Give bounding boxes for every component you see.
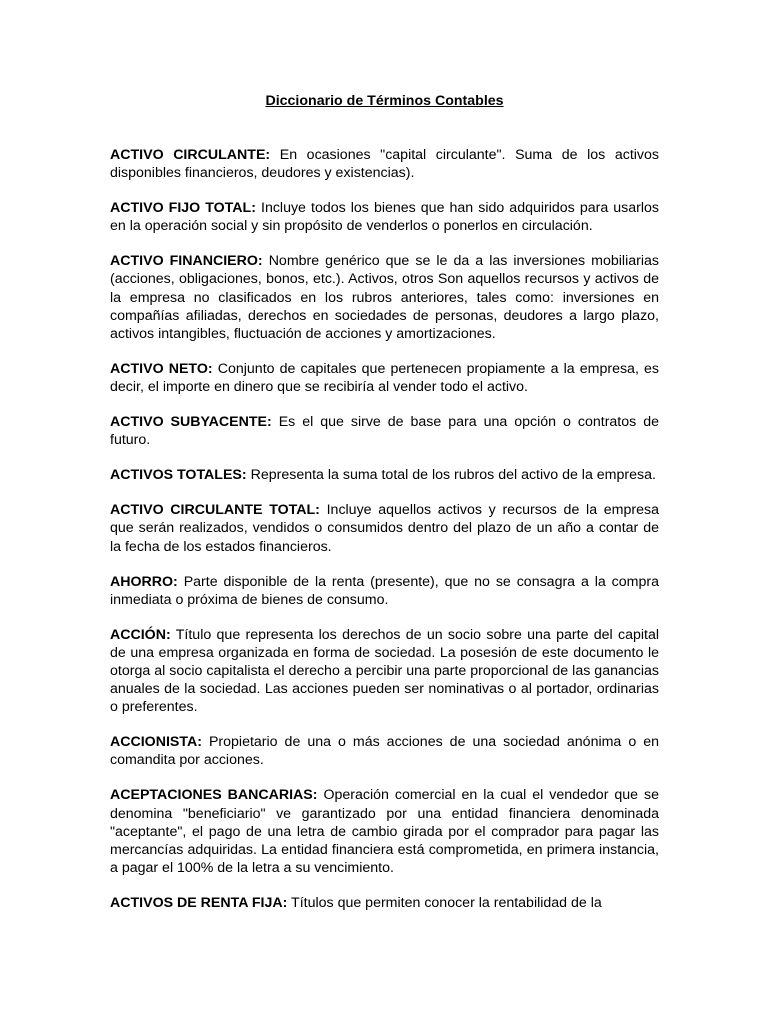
glossary-entry xyxy=(110,413,659,449)
glossary-entry xyxy=(110,360,659,396)
glossary-entry xyxy=(110,733,659,769)
glossary-entry xyxy=(110,252,659,342)
entry-term: ACTIVO SUBYACENTE: xyxy=(110,414,272,431)
entry-definition: Parte disponible de la renta (presente), que no se consagra a la compra inmediata o próxima de bienes de consumo. xyxy=(110,573,659,608)
entry-definition: Nombre genérico que se le da a las inversiones mobiliarias (acciones, obligaciones, bonos, etc.). Activos, otros Son aquellos recursos y activos de la empresa no clasificados en los rubros anteriores, tales como: inversiones en compañías afiliadas, derechos en sociedades de personas, deudores a largo plazo, activos intangibles, fluctuación de acciones y amortizaciones. xyxy=(110,253,659,342)
glossary-entry xyxy=(110,573,659,609)
glossary-entry xyxy=(110,466,659,484)
glossary-entry xyxy=(110,199,659,235)
entry-definition: Conjunto de capitales que pertenecen propiamente a la empresa, es decir, el importe en dinero que se recibiría al vender todo el activo. xyxy=(110,360,659,395)
entry-definition: Es el que sirve de base para una opción o contratos de futuro. xyxy=(110,414,659,449)
entry-definition: En ocasiones "capital circulante". Suma de los activos disponibles financieros, deudores y existencias). xyxy=(110,147,659,182)
entry-definition: Incluye todos los bienes que han sido adquiridos para usarlos en la operación social y sin propósito de venderlos o ponerlos en circulación. xyxy=(110,200,660,235)
glossary-entry xyxy=(110,894,659,912)
entry-term: ACCIONISTA: xyxy=(110,734,202,751)
glossary-entry xyxy=(110,146,659,182)
entry-term: AHORRO: xyxy=(110,573,178,590)
entry-term: ACTIVO CIRCULANTE: xyxy=(110,147,271,163)
glossary-entry xyxy=(110,626,659,716)
entry-term: ACTIVOS DE RENTA FIJA: xyxy=(110,894,288,911)
glossary-entry xyxy=(110,786,659,876)
entry-term: ACTIVOS TOTALES: xyxy=(110,467,247,484)
entry-term: ACTIVO FIJO TOTAL: xyxy=(110,200,256,217)
entry-definition: Operación comercial en la cual el vendedor que se denomina "beneficiario" ve garantizado por una entidad financiera denominada "aceptante", el pago de una letra de cambio girada por el comprador para pagar las mercancías adquiridas. La entidad financiera está comprometida, en primera instancia, a pagar el 100% de la letra a su vencimiento. xyxy=(110,787,659,876)
entry-term: ACTIVO CIRCULANTE TOTAL: xyxy=(110,502,320,519)
entry-definition: Propietario de una o más acciones de una sociedad anónima o en comandita por acciones. xyxy=(110,734,659,769)
entry-term: ACEPTACIONES BANCARIAS: xyxy=(110,787,318,804)
entry-definition: Incluye aquellos activos y recursos de la empresa que serán realizados, vendidos o consumidos dentro del plazo de un año a contar de la fecha de los estados financieros. xyxy=(110,502,659,555)
entry-term: ACTIVO FINANCIERO: xyxy=(110,253,263,270)
entry-definition: Título que representa los derechos de un socio sobre una parte del capital de una empresa organizada en forma de sociedad. La posesión de este documento le otorga al socio capitalista el derecho a percibir una parte proporcional de las ganancias anuales de la sociedad. Las acciones pueden ser nominativas o al portador, ordinarias o preferentes. xyxy=(110,626,660,716)
entry-term: ACTIVO NETO: xyxy=(110,360,213,377)
entry-definition: Títulos que permiten conocer la rentabilidad de la xyxy=(291,894,602,911)
entry-term: ACCIÓN: xyxy=(110,626,171,643)
document-title: Diccionario de Términos Contables xyxy=(265,93,504,109)
glossary-entry xyxy=(110,501,659,555)
document-body xyxy=(110,92,659,929)
entry-definition: Representa la suma total de los rubros del activo de la empresa. xyxy=(250,467,656,484)
